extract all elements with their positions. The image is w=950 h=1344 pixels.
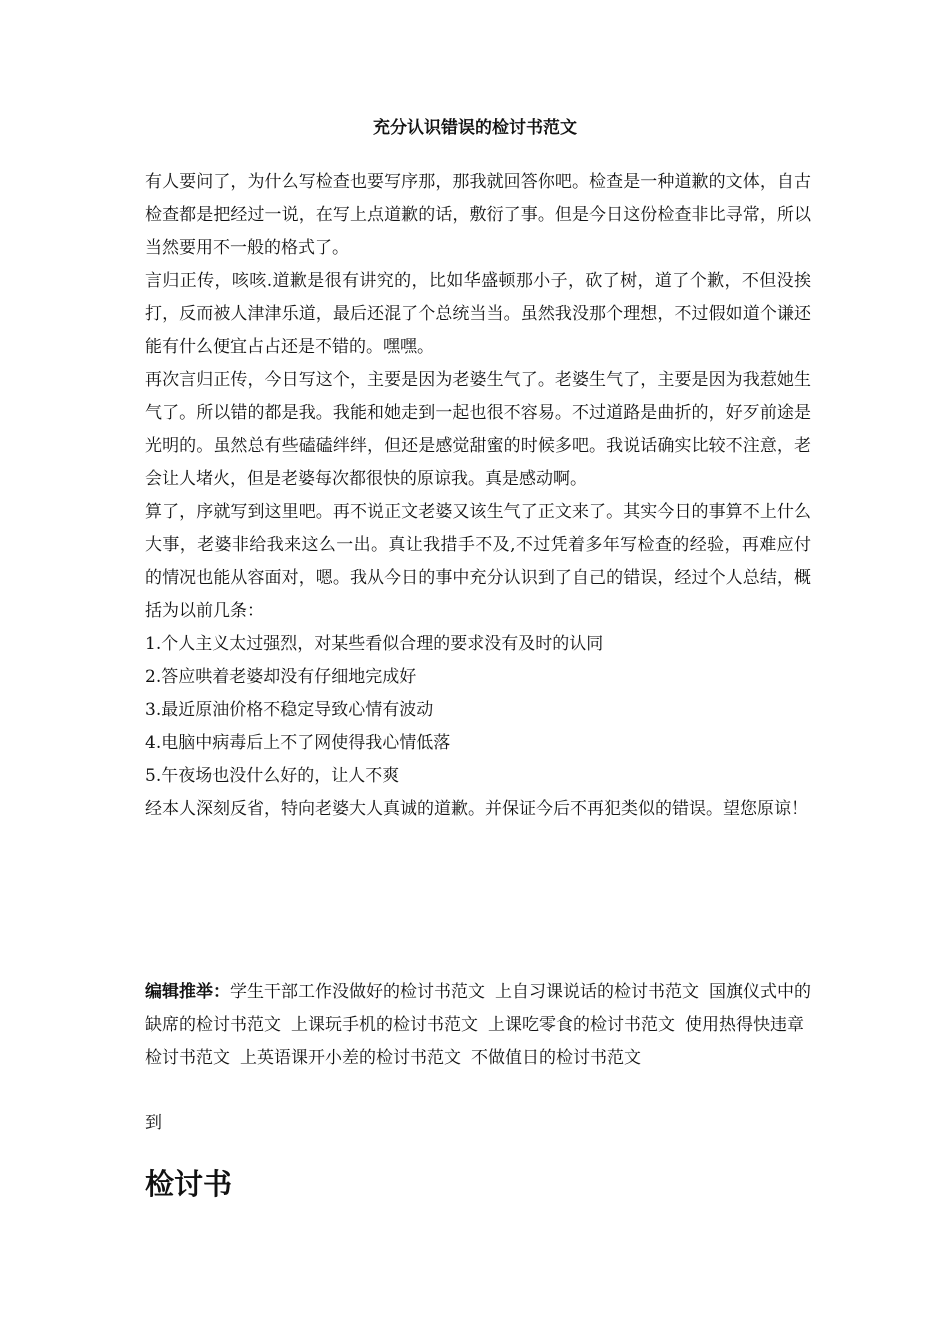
paragraph-main: 算了，序就写到这里吧。再不说正文老婆又该生气了正文来了。其实今日的事算不上什么大事，老婆非给我来这么一出。真让我措手不及,不过凭着多年写检查的经验，再难应付的情况也能从容面对，嗯。我从今日的事中充分认识到了自己的错误，经过个人总结，概括为以前几条： (145, 502, 811, 621)
paragraph-apology-history: 言归正传，咳咳.道歉是很有讲究的，比如华盛顿那小子，砍了树，道了个歉，不但没挨打，反而被人津津乐道，最后还混了个总统当当。虽然我没那个理想，不过假如道个谦还能有什么便宜占占还是不错的。嘿嘿。 (145, 271, 811, 357)
recommend-label: 编辑推举： (145, 982, 230, 1002)
list-item-5: 5.午夜场也没什么好的，让人不爽 (145, 766, 400, 786)
section-heading: 检讨书 (145, 1167, 233, 1201)
recommend-link[interactable]: 上课玩手机的检讨书范文 (291, 1015, 478, 1035)
list-item-1: 1.个人主义太过强烈，对某些看似合理的要求没有及时的认同 (145, 634, 604, 654)
document-title: 充分认识错误的检讨书范文 (373, 118, 577, 138)
recommend-section (145, 976, 811, 1075)
recommend-link[interactable]: 国旗仪式中的缺席的检讨书范文 (145, 982, 811, 1035)
recommend-link[interactable]: 上课吃零食的检讨书范文 (488, 1015, 675, 1035)
paragraph-conclusion: 经本人深刻反省，特向老婆大人真诚的道歉。并保证今后不再犯类似的错误。望您原谅！ (145, 799, 808, 819)
list-item-3: 3.最近原油价格不稳定导致心情有波动 (145, 700, 434, 720)
recommend-link[interactable]: 上英语课开小差的检讨书范文 (240, 1048, 461, 1068)
paragraph-reason: 再次言归正传，今日写这个，主要是因为老婆生气了。老婆生气了，主要是因为我惹她生气了。所以错的都是我。我能和她走到一起也很不容易。不过道路是曲折的，好歹前途是光明的。虽然总有些磕磕绊绊，但还是感觉甜蜜的时候多吧。我说话确实比较不注意，老会让人堵火，但是老婆每次都很快的原谅我。真是感动啊。 (145, 370, 811, 489)
recommend-link[interactable]: 上自习课说话的检讨书范文 (495, 982, 699, 1002)
document-body (145, 166, 811, 826)
list-item-4: 4.电脑中病毒后上不了网使得我心情低落 (145, 733, 451, 753)
to-text: 到 (145, 1113, 162, 1133)
list-item-2: 2.答应哄着老婆却没有仔细地完成好 (145, 667, 417, 687)
recommend-link[interactable]: 不做值日的检讨书范文 (471, 1048, 641, 1068)
paragraph-intro: 有人要问了，为什么写检查也要写序那，那我就回答你吧。检查是一种道歉的文体，自古检查都是把经过一说，在写上点道歉的话，敷衍了事。但是今日这份检查非比寻常，所以当然要用不一般的格式了。 (145, 172, 811, 258)
recommend-link[interactable]: 学生干部工作没做好的检讨书范文 (230, 982, 485, 1002)
recommend-link[interactable]: 使用热得快违章检讨书范文 (145, 1015, 804, 1068)
